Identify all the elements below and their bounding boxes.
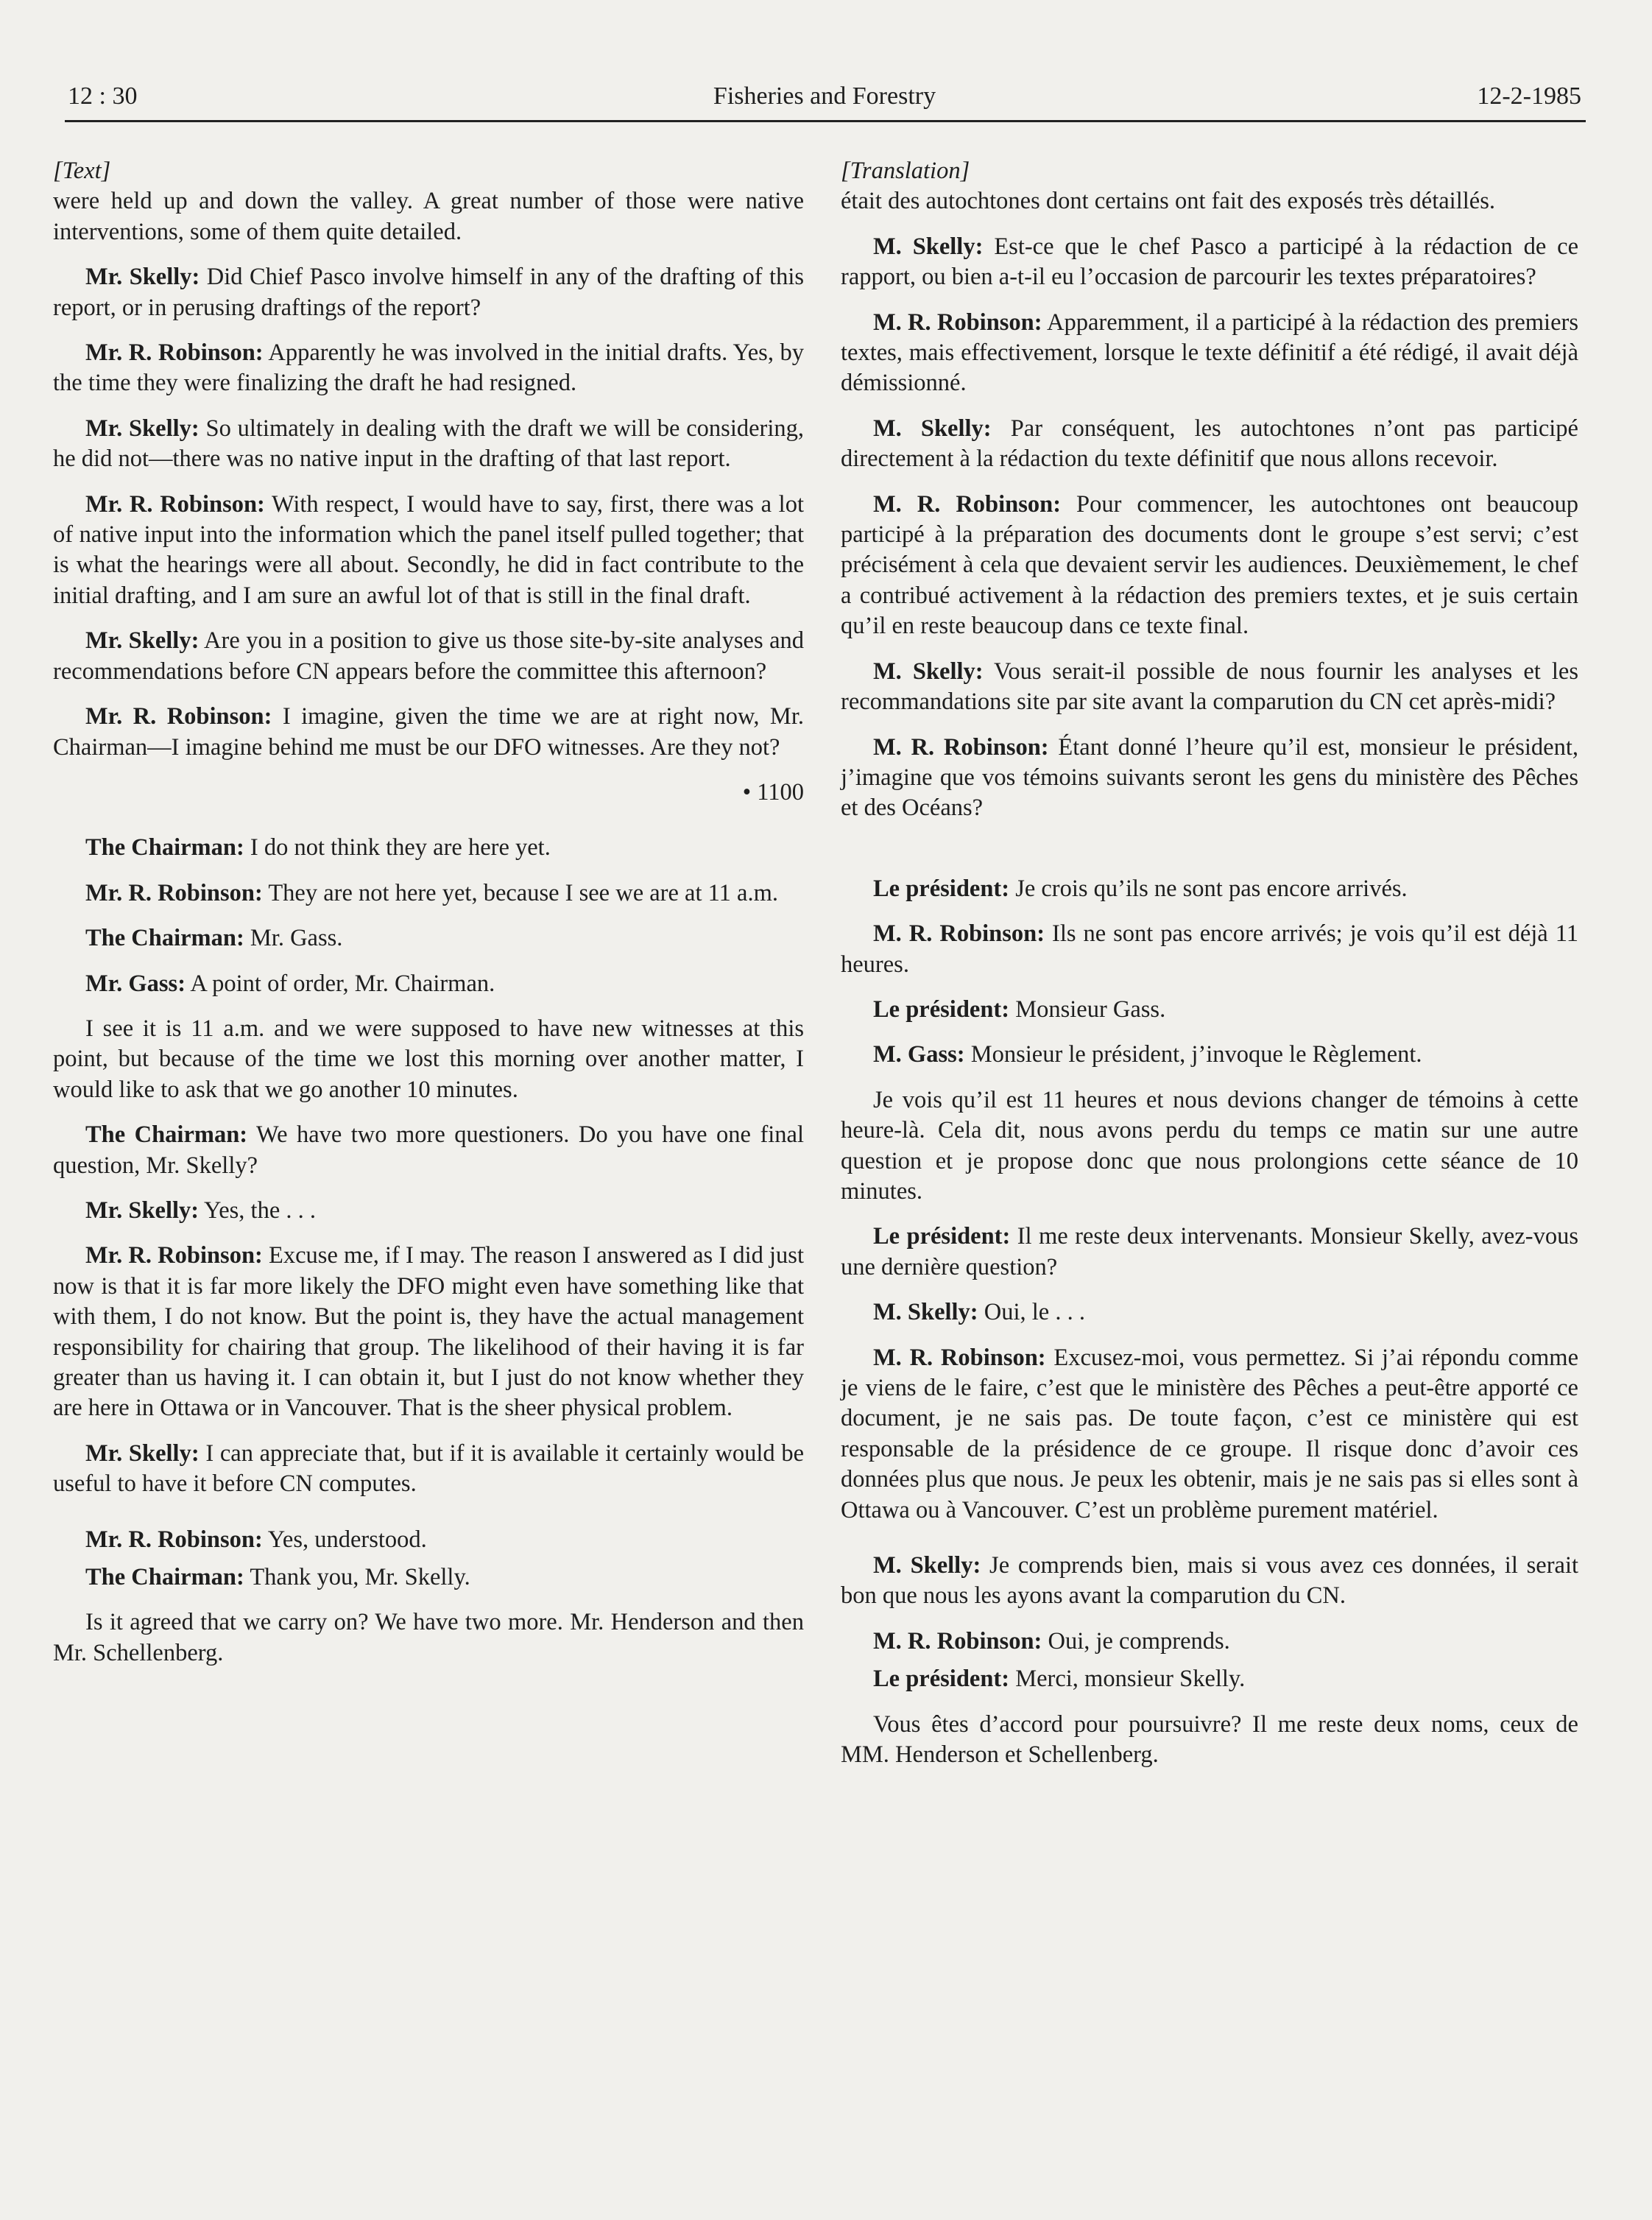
speaker: Le président: [873, 875, 1010, 902]
statement [841, 874, 1578, 904]
paragraph: I see it is 11 a.m. and we were supposed to have new witnesses at this point, but because of the time we lost this morning over another matter, I would like to ask that we go another 10 minutes. [53, 1015, 804, 1103]
header-rule [65, 120, 1586, 122]
statement [841, 733, 1578, 824]
speaker: M. R. Robinson: [873, 920, 1045, 948]
statement [841, 232, 1578, 293]
speaker: M. Skelly: [873, 658, 984, 685]
statement [841, 1222, 1578, 1283]
running-title: Fisheries and Forestry [713, 82, 936, 110]
speaker: Mr. R. Robinson: [85, 879, 263, 906]
page-date: 12-2-1985 [1477, 82, 1581, 110]
statement-text: I can appreciate that, but if it is available it certainly would be useful to have it before CN computes. [53, 1440, 804, 1498]
statement [841, 1551, 1578, 1612]
speaker: M. R. Robinson: [873, 490, 1062, 518]
statement-text: Thank you, Mr. Skelly. [244, 1564, 470, 1591]
speaker: Mr. Skelly: [85, 1440, 200, 1467]
statement-text: Yes, understood. [262, 1526, 427, 1553]
paragraph: Vous êtes d’accord pour poursuivre? Il me reste deux noms, ceux de MM. Henderson et Schellenberg. [841, 1710, 1578, 1769]
speaker: Mr. Skelly: [85, 415, 200, 442]
statement-text: Mr. Gass. [244, 925, 343, 952]
speaker: Mr. R. Robinson: [85, 1526, 263, 1553]
speaker: M. Skelly: [873, 415, 992, 442]
paragraph: Je vois qu’il est 11 heures et nous devions changer de témoins à cette heure-là. Cela dit, nous avons perdu du temps ce matin sur une autre question et je propose donc que nous prolongions cette séance de 10 minutes. [841, 1086, 1578, 1205]
french-column [841, 156, 1578, 1770]
speaker: Le président: [873, 996, 1010, 1023]
speaker: Mr. Gass: [85, 970, 186, 997]
statement-text: Excusez-moi, vous permettez. Si j’ai répondu comme je viens de le faire, c’est que le ministère des Pêches a peut-être apporté ce document, je ne sais pas. De toute façon, c’est ce ministère qui est responsable de la présidence de ce groupe. Il risque donc d’avoir ces données plus que nous. Je peux les obtenir, mais je ne sais pas si elles sont à Ottawa ou à Vancouver. C’est un problème purement matériel. [841, 1344, 1578, 1523]
statement [53, 1525, 804, 1555]
speaker: Le président: [873, 1666, 1010, 1693]
statement [53, 1241, 804, 1423]
statement [53, 878, 804, 909]
speaker: Mr. R. Robinson: [85, 339, 264, 367]
statement-text: So ultimately in dealing with the draft we will be considering, he did not—there was no native input in the drafting of that last report. [53, 415, 805, 473]
statement [841, 919, 1578, 980]
statement [53, 1196, 804, 1226]
statement-text: Je comprends bien, mais si vous avez ces données, il serait bon que nous les ayons avant la comparution du CN. [841, 1552, 1578, 1610]
statement-text: Are you in a position to give us those site-by-site analyses and recommendations before CN appears before the committee this afternoon? [53, 627, 804, 685]
speaker: M. Skelly: [873, 1552, 981, 1579]
statement-text: Merci, monsieur Skelly. [1009, 1666, 1246, 1693]
speaker: Mr. Skelly: [85, 627, 200, 655]
statement [53, 626, 804, 687]
statement-text: Vous serait-il possible de nous fournir les analyses et les recommandations site par site avant la comparution du CN cet après-midi? [841, 658, 1578, 716]
statement [53, 702, 804, 763]
speaker: M. Gass: [873, 1041, 965, 1068]
statement-text: Étant donné l’heure qu’il est, monsieur le président, j’imagine que vos témoins suivants seront les gens du ministère des Pêches et des Océans? [841, 733, 1579, 822]
statement-text: Oui, je comprends. [1042, 1627, 1230, 1655]
page-header [68, 82, 1581, 125]
statement [841, 1343, 1578, 1526]
statement-text: Il me reste deux intervenants. Monsieur Skelly, avez-vous une dernière question? [841, 1223, 1578, 1280]
speaker: M. R. Robinson: [873, 733, 1049, 761]
speaker: The Chairman: [85, 1564, 244, 1591]
speaker: The Chairman: [85, 1121, 248, 1149]
speaker: The Chairman: [85, 834, 244, 861]
speaker: M. Skelly: [873, 1299, 978, 1326]
statement [841, 1664, 1578, 1694]
statement [53, 338, 804, 399]
statement [53, 969, 804, 999]
statement [841, 490, 1578, 642]
speaker: Mr. Skelly: [85, 264, 200, 291]
statement-text: Monsieur le président, j’invoque le Règlement. [964, 1041, 1422, 1068]
speaker: M. R. Robinson: [873, 1627, 1042, 1655]
speaker: M. R. Robinson: [873, 309, 1042, 336]
statement-text: With respect, I would have to say, first, there was a lot of native input into the information which the panel itself pulled together; that is what the hearings were all about. Secondly, he did in fact contribute to the initial drafting, and I am sure an awful lot of that is still in the final draft. [53, 490, 804, 609]
page-number: 12 : 30 [68, 82, 138, 110]
statement [841, 657, 1578, 718]
speaker: Mr. R. Robinson: [85, 1242, 263, 1269]
statement [53, 490, 804, 612]
statement-text: Je crois qu’ils ne sont pas encore arrivés. [1009, 875, 1408, 902]
column-tag: [Translation] [841, 158, 970, 184]
statement-text: Par conséquent, les autochtones n’ont pas participé directement à la rédaction du texte définitif que nous allons recevoir. [841, 415, 1578, 473]
speaker: Mr. Skelly: [85, 1197, 200, 1224]
speaker: The Chairman: [85, 925, 244, 952]
statement [53, 262, 804, 323]
statement [53, 923, 804, 954]
paragraph: Is it agreed that we carry on? We have two more. Mr. Henderson and then Mr. Schellenberg. [53, 1609, 804, 1666]
statement-text: Apparemment, il a participé à la rédaction des premiers textes, mais effectivement, lorsque le texte définitif a été rédigé, il avait déjà démissionné. [841, 309, 1578, 397]
statement-text: I do not think they are here yet. [244, 834, 551, 861]
statement-text: Yes, the . . . [199, 1197, 316, 1224]
statement-text: Pour commencer, les autochtones ont beaucoup participé à la préparation des documents dont le groupe s’est servi; c’est précisément à cela que devaient servir les audiences. Deuxièmement, le chef a contribué activement à la rédaction des premiers textes, et je suis certain qu’il en reste beaucoup dans ce texte final. [841, 490, 1579, 640]
time-marker: • 1100 [742, 778, 804, 806]
statement-text: Ils ne sont pas encore arrivés; je vois qu’il est déjà 11 heures. [841, 920, 1579, 978]
statement-text: Oui, le . . . [978, 1299, 1085, 1326]
statement-text: We have two more questioners. Do you have one final question, Mr. Skelly? [53, 1121, 804, 1179]
statement-text: Excuse me, if I may. The reason I answered as I did just now is that it is far more likely the DFO might even have something like that with them, I do not know. But the point is, they have the actual management responsibility for chairing that group. The likelihood of their having it is far greater than us having it. I can obtain it, but I just do not know whether they are here in Ottawa or in Vancouver. That is the sheer physical problem. [53, 1242, 804, 1422]
statement-text: Did Chief Pasco involve himself in any of the drafting of this report, or in perusing draftings of the report? [53, 264, 805, 321]
column-tag: [Text] [53, 158, 111, 184]
statement [841, 1627, 1578, 1657]
statement [53, 1562, 804, 1593]
speaker: M. R. Robinson: [873, 1344, 1046, 1371]
speaker: Le président: [873, 1223, 1011, 1250]
speaker: Mr. R. Robinson: [85, 490, 265, 518]
statement [841, 414, 1578, 475]
statement [53, 1439, 804, 1500]
statement [53, 833, 804, 863]
speaker: M. Skelly: [873, 233, 984, 260]
english-column [53, 156, 804, 1668]
statement-text: I imagine, given the time we are at right now, Mr. Chairman—I imagine behind me must be our DFO witnesses. Are they not? [53, 703, 804, 761]
statement [841, 1040, 1578, 1070]
speaker: Mr. R. Robinson: [85, 703, 272, 730]
statement [53, 1120, 804, 1181]
statement [53, 414, 804, 475]
intro-paragraph: were held up and down the valley. A great number of those were native interventions, some of them quite detailed. [53, 188, 804, 245]
statement [841, 995, 1578, 1025]
statement-text: Monsieur Gass. [1009, 996, 1166, 1023]
statement-text: A point of order, Mr. Chairman. [186, 970, 495, 997]
statement-text: They are not here yet, because I see we are at 11 a.m. [262, 879, 779, 906]
statement [841, 1297, 1578, 1328]
intro-paragraph: était des autochtones dont certains ont fait des exposés très détaillés. [841, 188, 1495, 215]
statement-text: Apparently he was involved in the initial drafts. Yes, by the time they were finalizing the draft he had resigned. [53, 339, 804, 397]
statement [841, 308, 1578, 399]
statement-text: Est-ce que le chef Pasco a participé à la rédaction de ce rapport, ou bien a-t-il eu l’occasion de parcourir les textes préparatoires? [841, 233, 1578, 291]
